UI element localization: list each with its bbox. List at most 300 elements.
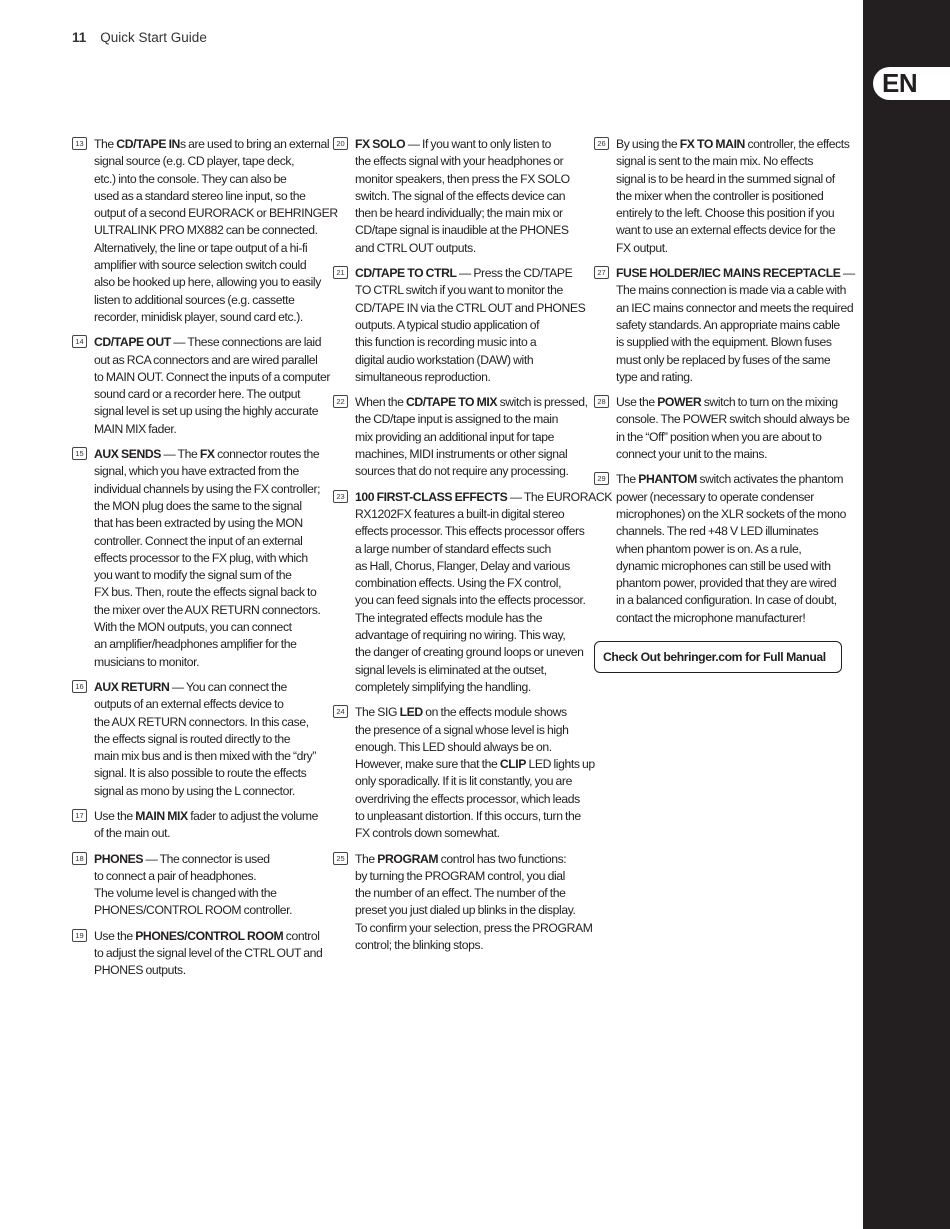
text-line (355, 429, 585, 446)
text-line (616, 334, 846, 351)
text-run: this function is recording music into a (355, 335, 537, 350)
text-run: To confirm your selection, press the PROGRAM (355, 920, 593, 935)
text-line (94, 205, 338, 222)
item-number-badge: 15 (72, 447, 87, 460)
text-run: Alternatively, the line or tape output of a hi-fi (94, 240, 308, 255)
text-run: console. The POWER switch should always be (616, 412, 850, 427)
text-run: The (94, 137, 117, 151)
text-line (94, 481, 324, 498)
text-line (355, 662, 585, 679)
bold-term: LED (399, 705, 423, 720)
text-run: completely simplifying the handling. (355, 679, 531, 694)
text-run: the danger of creating ground loops or uneven (355, 645, 584, 660)
text-run: output of a second EURORACK or BEHRINGER (94, 206, 338, 221)
text-line (616, 205, 846, 222)
text-line (94, 403, 324, 420)
text-line (355, 136, 585, 153)
item-text (355, 265, 585, 386)
text-run: signal level is set up using the highly accurate (94, 404, 319, 419)
text-run: switch. The signal of the effects device can (355, 188, 566, 203)
item-text (355, 136, 585, 257)
text-line (355, 153, 585, 170)
page-number: 11 (72, 30, 87, 45)
text-run: RX1202FX features a built-in digital stereo (355, 506, 565, 521)
column-1 (72, 136, 338, 988)
text-line (355, 171, 585, 188)
text-run: overdriving the effects processor, which leads (355, 791, 580, 806)
text-run: signal levels is eliminated at the outset, (355, 662, 547, 677)
text-line (94, 292, 324, 309)
text-run: — You can connect the (169, 679, 287, 694)
text-run: Use the (616, 395, 658, 410)
text-line (355, 334, 585, 351)
text-run: controller. Connect the input of an external (94, 533, 303, 548)
text-line (616, 592, 846, 609)
text-line (616, 153, 846, 170)
text-run: the presence of a signal whose level is high (355, 722, 569, 737)
text-line (94, 222, 324, 239)
item-text (94, 446, 324, 671)
text-run: s are used to bring an external (179, 137, 330, 151)
bold-term: 100 FIRST-CLASS EFFECTS (355, 489, 508, 504)
text-line (94, 446, 324, 463)
text-line (355, 463, 585, 480)
text-line (94, 309, 324, 326)
text-line (355, 920, 593, 937)
text-line (94, 369, 331, 386)
text-line (94, 765, 324, 782)
bold-term: FX SOLO (355, 137, 406, 151)
text-line (94, 386, 324, 403)
numbered-item-29 (594, 471, 846, 627)
item-number-badge: 14 (72, 335, 87, 348)
text-run: recorder, minidisk player, sound card etc.). (94, 309, 303, 324)
text-run: used as a standard stereo line input, so the (94, 188, 306, 203)
text-line (94, 748, 324, 765)
text-run: The integrated effects module has the (355, 610, 543, 625)
column-3 (594, 136, 855, 673)
text-line (616, 352, 846, 369)
bold-term: CLIP (499, 757, 526, 772)
text-line (355, 188, 585, 205)
bold-term: FX TO MAIN (679, 137, 745, 151)
bold-term: PROGRAM (377, 851, 439, 866)
bold-term: FUSE HOLDER/IEC MAINS RECEPTACLE (616, 266, 841, 281)
text-line (355, 523, 585, 540)
bold-term: CD/TAPE TO CTRL (355, 266, 457, 281)
text-run: monitor speakers, then press the FX SOLO (355, 171, 570, 186)
numbered-item-26 (594, 136, 850, 257)
text-run: an amplifier/headphones amplifier for the (94, 637, 297, 652)
text-line (94, 851, 324, 868)
text-run: enough. This LED should always be on. (355, 739, 552, 754)
text-run: entirely to the left. Choose this position if you (616, 206, 835, 221)
text-line (94, 619, 324, 636)
item-number-badge: 24 (333, 705, 348, 718)
numbered-item-22 (333, 394, 588, 480)
text-run: contact the microphone manufacturer! (616, 610, 806, 625)
text-line (616, 240, 846, 257)
text-line (355, 902, 585, 919)
item-text (616, 265, 855, 386)
text-run: channels. The red +48 V LED illuminates (616, 524, 819, 539)
text-run: a large number of standard effects such (355, 541, 551, 556)
numbered-item-15 (72, 446, 324, 671)
text-line (94, 421, 324, 438)
text-run: in a balanced configuration. In case of doubt, (616, 593, 837, 608)
text-run: out as RCA connectors and are wired parallel (94, 352, 318, 367)
text-run: switch to turn on the mixing (701, 395, 838, 410)
item-number-badge: 19 (72, 929, 87, 942)
text-run: the MON plug does the same to the signal (94, 498, 302, 513)
item-text (616, 471, 846, 627)
text-line (616, 429, 846, 446)
bold-term: AUX SENDS (94, 447, 162, 462)
text-run: must only be replaced by fuses of the same (616, 352, 831, 367)
bold-term: PHANTOM (638, 472, 697, 487)
text-line (355, 352, 585, 369)
text-line (616, 506, 846, 523)
text-line (94, 515, 324, 532)
text-line (616, 188, 846, 205)
text-run: — The connector is used (143, 851, 270, 866)
text-run: individual channels by using the FX controller; (94, 481, 321, 496)
text-run: the CD/tape input is assigned to the main (355, 412, 558, 427)
text-run: listen to additional sources (e.g. cassette (94, 292, 295, 307)
item-number-badge: 16 (72, 680, 87, 693)
text-line (616, 282, 846, 299)
numbered-item-14 (72, 334, 331, 438)
text-run: Use the (94, 808, 136, 823)
text-line (355, 825, 585, 842)
text-line (94, 783, 324, 800)
text-line (94, 567, 324, 584)
text-line (355, 265, 585, 282)
text-line (355, 317, 585, 334)
text-run: musicians to monitor. (94, 654, 200, 669)
text-run: mix providing an additional input for tape (355, 429, 555, 444)
text-line (94, 584, 324, 601)
text-line (355, 756, 595, 773)
item-number-badge: 13 (72, 137, 87, 150)
numbered-item-18 (72, 851, 324, 920)
text-run: dynamic microphones can still be used with (616, 558, 831, 573)
text-run: MAIN MIX fader. (94, 421, 177, 436)
text-line (355, 627, 585, 644)
bold-term: PHONES (94, 851, 144, 866)
text-line (616, 369, 846, 386)
text-run: the mixer over the AUX RETURN connectors. (94, 602, 321, 617)
item-text (355, 489, 613, 697)
text-line (355, 394, 588, 411)
item-number-badge: 26 (594, 137, 609, 150)
text-line (355, 868, 585, 885)
bold-term: CD/TAPE TO MIX (405, 395, 498, 410)
text-run: simultaneous reproduction. (355, 369, 491, 384)
text-line (94, 885, 324, 902)
text-line (94, 731, 324, 748)
text-line (94, 636, 324, 653)
text-line (616, 523, 846, 540)
text-line (616, 541, 846, 558)
full-manual-notice: Check Out behringer.com for Full Manual (594, 641, 842, 673)
text-line (94, 714, 324, 731)
text-line (616, 265, 855, 282)
item-text (355, 394, 588, 480)
item-number-badge: 25 (333, 852, 348, 865)
text-line (355, 704, 585, 721)
text-run: controller, the effects (744, 137, 850, 151)
text-run: signal source (e.g. CD player, tape deck, (94, 154, 295, 169)
text-line (94, 602, 324, 619)
text-run: switch is pressed, (497, 395, 588, 410)
text-line (94, 679, 324, 696)
item-number-badge: 21 (333, 266, 348, 279)
text-run: — The (161, 447, 200, 462)
numbered-item-25 (333, 851, 593, 955)
text-line (94, 136, 330, 153)
text-line (355, 558, 585, 575)
text-line (355, 541, 585, 558)
numbered-item-16 (72, 679, 324, 800)
text-run: as Hall, Chorus, Flanger, Delay and various (355, 558, 570, 573)
text-line (355, 937, 585, 954)
text-line (355, 240, 585, 257)
text-run: PHONES/CONTROL ROOM controller. (94, 903, 293, 918)
text-line (94, 153, 324, 170)
text-run: When the (355, 395, 406, 410)
text-run: to MAIN OUT. Connect the inputs of a computer (94, 369, 331, 384)
text-line (355, 851, 585, 868)
item-number-badge: 22 (333, 395, 348, 408)
text-line (355, 773, 585, 790)
text-run: etc.) into the console. They can also be (94, 171, 287, 186)
text-run: However, make sure that the (355, 757, 500, 772)
item-text (355, 704, 595, 842)
text-line (355, 446, 585, 463)
text-run: the number of an effect. The number of the (355, 886, 566, 901)
text-run: By using the (616, 137, 680, 151)
item-text (94, 334, 331, 438)
text-line (94, 928, 324, 945)
text-line (616, 136, 850, 153)
text-line (616, 610, 846, 627)
bold-term: CD/TAPE IN (116, 137, 180, 151)
text-run: is supplied with the equipment. Blown fuses (616, 335, 832, 350)
numbered-item-24 (333, 704, 595, 842)
text-run: that has been extracted by using the MON (94, 516, 303, 531)
text-line (94, 696, 324, 713)
text-run: advantage of requiring no wiring. This way, (355, 628, 566, 643)
text-run: — These connections are laid (170, 335, 322, 350)
text-run: to connect a pair of headphones. (94, 868, 257, 883)
text-line (94, 868, 324, 885)
text-run: connector routes the (214, 447, 320, 462)
text-line (355, 282, 585, 299)
text-run: effects processor to the FX plug, with which (94, 550, 308, 565)
text-run: The mains connection is made via a cable with (616, 283, 847, 298)
item-text (94, 679, 324, 800)
text-run: want to use an external effects device for the (616, 223, 836, 238)
text-run: and CTRL OUT outputs. (355, 240, 476, 255)
text-run: switch activates the phantom (696, 472, 844, 487)
item-text (616, 136, 850, 257)
text-run: The SIG (355, 705, 400, 720)
text-run: The volume level is changed with the (94, 886, 277, 901)
text-run: CD/tape signal is inaudible at the PHONES (355, 223, 569, 238)
text-line (94, 463, 324, 480)
text-run: safety standards. An appropriate mains cable (616, 317, 840, 332)
text-run: — Press the CD/TAPE (456, 266, 573, 281)
numbered-item-28 (594, 394, 850, 463)
text-line (94, 902, 324, 919)
page-header (72, 30, 207, 45)
text-run: to unpleasant distortion. If this occurs, turn the (355, 808, 581, 823)
text-run: in the “Off” position when you are about to (616, 429, 822, 444)
text-run: by turning the PROGRAM control, you dial (355, 868, 565, 883)
item-number-badge: 27 (594, 266, 609, 279)
numbered-item-20 (333, 136, 585, 257)
text-run: TO CTRL switch if you want to monitor the (355, 283, 563, 298)
item-text (94, 808, 324, 843)
text-run: LED lights up (526, 757, 595, 772)
language-tab: EN (873, 67, 950, 100)
text-run: outputs of an external effects device to (94, 697, 284, 712)
text-run: PHONES outputs. (94, 963, 186, 978)
text-line (616, 489, 846, 506)
text-line (355, 791, 585, 808)
text-line (355, 489, 613, 506)
text-run: With the MON outputs, you can connect (94, 620, 292, 635)
text-line (355, 369, 585, 386)
text-line (616, 558, 846, 575)
numbered-item-21 (333, 265, 585, 386)
text-line (616, 411, 850, 428)
text-line (94, 825, 324, 842)
text-run: power (necessary to operate condenser (616, 489, 814, 504)
text-run: — (840, 266, 855, 281)
text-run: effects processor. This effects processor offers (355, 524, 585, 539)
text-run: preset you just dialed up blinks in the display. (355, 903, 576, 918)
text-line (355, 411, 585, 428)
text-run: FX controls down somewhat. (355, 826, 500, 841)
text-run: amplifier with source selection switch could (94, 258, 307, 273)
document-title: Quick Start Guide (100, 30, 207, 45)
bold-term: FX (199, 447, 215, 462)
item-text (355, 851, 593, 955)
text-line (616, 575, 846, 592)
text-line (616, 300, 854, 317)
text-line (94, 240, 324, 257)
text-run: signal, which you have extracted from the (94, 464, 299, 479)
text-line (355, 205, 585, 222)
text-run: microphones) on the XLR sockets of the mono (616, 506, 846, 521)
text-line (616, 317, 846, 334)
text-run: phantom power, provided that they are wired (616, 576, 837, 591)
text-run: ULTRALINK PRO MX882 can be connected. (94, 223, 318, 238)
text-line (94, 962, 324, 979)
text-run: signal is sent to the main mix. No effects (616, 154, 814, 169)
text-run: to adjust the signal level of the CTRL OUT and (94, 946, 323, 961)
bold-term: POWER (657, 395, 702, 410)
text-run: digital audio workstation (DAW) with (355, 352, 534, 367)
bold-term: CD/TAPE OUT (94, 335, 171, 350)
text-run: connect your unit to the mains. (616, 447, 768, 462)
text-run: The (355, 851, 378, 866)
item-text (94, 928, 324, 980)
text-line (94, 498, 324, 515)
text-run: the effects signal with your headphones or (355, 154, 564, 169)
text-line (616, 471, 846, 488)
text-run: outputs. A typical studio application of (355, 317, 540, 332)
item-text (94, 136, 338, 326)
text-run: main mix bus and is then mixed with the “dry” (94, 749, 317, 764)
text-run: signal is to be heard in the summed signal of (616, 171, 835, 186)
text-run: of the main out. (94, 826, 171, 841)
text-line (616, 171, 846, 188)
numbered-item-19 (72, 928, 324, 980)
text-line (616, 446, 846, 463)
column-3-items (594, 136, 855, 627)
text-run: sources that do not require any processing. (355, 464, 569, 479)
text-line (355, 885, 585, 902)
text-run: type and rating. (616, 369, 693, 384)
text-run: you want to modify the signal sum of the (94, 568, 292, 583)
text-run: when phantom power is on. As a rule, (616, 541, 802, 556)
text-run: you can feed signals into the effects processor. (355, 593, 586, 608)
text-run: CD/TAPE IN via the CTRL OUT and PHONES (355, 300, 586, 315)
text-line (355, 722, 585, 739)
text-run: machines, MIDI instruments or other signal (355, 447, 568, 462)
text-run: — If you want to only listen to (405, 137, 551, 151)
item-number-badge: 28 (594, 395, 609, 408)
text-line (94, 171, 324, 188)
text-line (94, 352, 324, 369)
text-run: FX bus. Then, route the effects signal back to (94, 585, 317, 600)
bold-term: MAIN MIX (135, 808, 188, 823)
numbered-item-13 (72, 136, 338, 326)
text-run: signal as mono by using the L connector. (94, 783, 295, 798)
bold-term: PHONES/CONTROL ROOM (135, 928, 284, 943)
text-line (94, 188, 324, 205)
text-line (94, 808, 324, 825)
numbered-item-27 (594, 265, 855, 386)
text-run: an IEC mains connector and meets the required (616, 300, 854, 315)
text-line (355, 808, 585, 825)
text-line (355, 739, 585, 756)
text-run: on the effects module shows (422, 705, 567, 720)
item-text (616, 394, 850, 463)
text-run: FX output. (616, 240, 668, 255)
numbered-item-23 (333, 489, 613, 697)
text-line (355, 592, 585, 609)
item-number-badge: 23 (333, 490, 348, 503)
text-run: then be heard individually; the main mix or (355, 206, 563, 221)
text-run: control; the blinking stops. (355, 938, 484, 953)
bold-term: AUX RETURN (94, 679, 170, 694)
text-run: Use the (94, 928, 136, 943)
numbered-item-17 (72, 808, 324, 843)
text-line (94, 550, 324, 567)
text-run: the AUX RETURN connectors. In this case, (94, 714, 309, 729)
text-line (94, 533, 324, 550)
text-line (355, 644, 585, 661)
text-run: signal. It is also possible to route the effects (94, 766, 307, 781)
text-line (94, 945, 324, 962)
text-run: combination effects. Using the FX control, (355, 576, 562, 591)
text-line (94, 274, 324, 291)
text-run: the mixer when the controller is positioned (616, 188, 824, 203)
